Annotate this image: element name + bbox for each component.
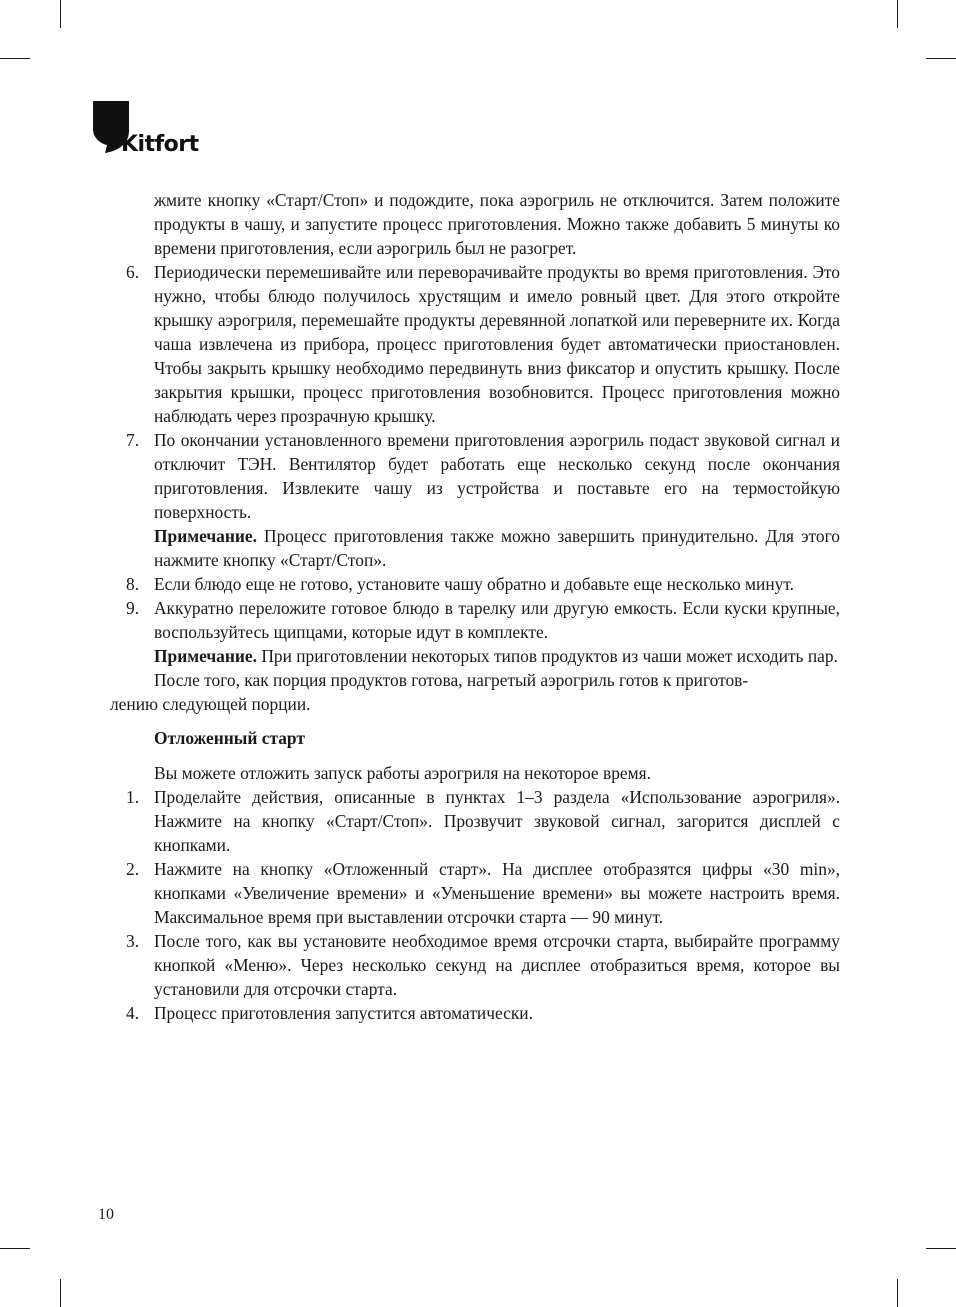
brand-name: Kitfort: [121, 132, 199, 157]
note-text: Процесс приготовления также можно завершить принудительно. Для этого нажмите кнопку «Старт/Стоп».: [154, 526, 840, 570]
crop-mark: [897, 1279, 898, 1307]
note: [154, 524, 840, 572]
list-item: [110, 857, 840, 929]
item-number: 7.: [126, 430, 140, 450]
paragraph: Вы можете отложить запуск работы аэрогриля на некоторое время.: [154, 763, 651, 783]
page-number: 10: [98, 1206, 114, 1223]
note-label: Примечание.: [154, 526, 257, 546]
note: [154, 644, 840, 668]
closing-paragraph: [110, 668, 840, 716]
crop-mark: [926, 58, 956, 59]
crop-mark: [60, 1279, 61, 1307]
item-text: Аккуратно переложите готовое блюдо в тарелку или другую емкость. Если куски крупные, воспользуйтесь щипцами, которые идут в комплекте.: [154, 598, 840, 642]
item-number: 6.: [126, 262, 140, 282]
list-item: [110, 260, 840, 428]
item-number: 2.: [126, 859, 140, 879]
item-number: 3.: [126, 931, 140, 951]
list-item: [110, 929, 840, 1001]
note-text: При приготовлении некоторых типов продуктов из чаши может исходить пар.: [256, 646, 838, 666]
list-item: [110, 428, 840, 572]
crop-mark: [60, 0, 61, 28]
section-heading: Отложенный старт: [154, 728, 305, 748]
item-number: 4.: [126, 1003, 140, 1023]
closing-line: После того, как порция продуктов готова, нагретый аэрогриль готов к приготов-: [154, 670, 749, 690]
item-text: Периодически перемешивайте или переворачивайте продукты во время приготовления. Это нужно, чтобы блюдо получилось хрустящим и имело ровный цвет. Для этого откройте крышку аэрогриля, перемешайте продукты деревянной лопаткой или переверните их. Когда чаша извлечена из прибора, процесс приготовления будет автоматически приостановлен. Чтобы закрыть крышку необходимо передвинуть вниз фиксатор и опустить крышку. После закрытия крышки, процесс приготовления возобновится. Процесс приготовления можно наблюдать через прозрачную крышку.: [154, 262, 840, 426]
item-text: Если блюдо еще не готово, установите чашу обратно и добавьте еще несколько минут.: [154, 574, 794, 594]
crop-mark: [0, 58, 30, 59]
list-item: [110, 785, 840, 857]
paragraph: жмите кнопку «Старт/Стоп» и подождите, пока аэрогриль не отключится. Затем положите продукты в чашу, и запустите процесс приготовления. Можно также добавить 5 минуты ко времени приготовления, если аэрогриль был не разогрет.: [154, 190, 840, 258]
item-text: Процесс приготовления запустится автоматически.: [154, 1003, 533, 1023]
item-number: 8.: [126, 574, 140, 594]
list-item: [110, 596, 840, 668]
item-text: После того, как вы установите необходимое время отсрочки старта, выбирайте программу кнопкой «Меню». Через несколько секунд на дисплее отобразиться время, которое вы установили для отсрочки старта.: [154, 931, 840, 999]
list-item: [110, 1001, 840, 1025]
note-label: Примечание.: [154, 646, 257, 666]
item-text: По окончании установленного времени приготовления аэрогриль подаст звуковой сигнал и отключит ТЭН. Вентилятор будет работать еще несколько секунд после окончания приготовления. Извлеките чашу из устройства и поставьте его на термостойкую поверхность.: [154, 430, 840, 522]
item-number: 9.: [126, 598, 140, 618]
page-content: [110, 188, 840, 1025]
item-text: Проделайте действия, описанные в пунктах 1–3 раздела «Использование аэрогриля». Нажмите на кнопку «Старт/Стоп». Прозвучит звуковой сигнал, загорится дисплей с кнопками.: [154, 787, 840, 855]
crop-mark: [0, 1248, 30, 1249]
item-text: Нажмите на кнопку «Отложенный старт». На дисплее отобразятся цифры «30 min», кнопками «Увеличение времени» и «Уменьшение времени» вы можете настроить время. Максимальное время при выставлении отсрочки старта — 90 минут.: [154, 859, 840, 927]
crop-mark: [926, 1248, 956, 1249]
item-number: 1.: [126, 787, 140, 807]
closing-line: лению следующей порции.: [110, 694, 311, 714]
list-item: [110, 572, 840, 596]
brand-logo: [93, 101, 213, 157]
crop-mark: [897, 0, 898, 28]
